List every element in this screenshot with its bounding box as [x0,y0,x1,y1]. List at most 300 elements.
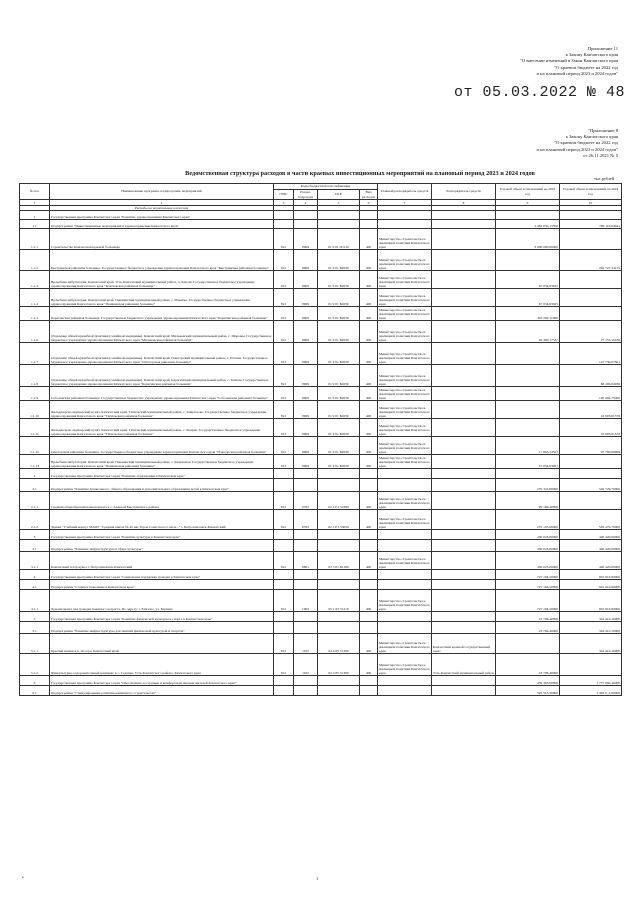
cell-v: 400 [360,271,378,289]
cell-c: 02 4 P5 51390 [318,634,360,654]
cell-r: 0909 [294,365,318,387]
cell-r: 0909 [294,307,318,321]
cell-a: 459 303,00000 [496,676,560,686]
cell-c [318,211,360,220]
header-line: "О краевом бюджете на 2022 год [554,140,618,146]
table-row [20,307,622,321]
cell-name: Врачебная амбулатория, Камчатский край, Усть-Камчатский муниципальный район, п. Ключи. Государственное бюджетное учреждение здравоохранения Камчатского края "Ключевская районная больница" [50,271,274,289]
cell-rs [432,622,496,634]
cell-c [318,530,360,540]
cell-r [294,211,318,220]
table-row [20,570,622,580]
cell-rs [432,437,496,455]
appendix-header [520,46,618,77]
cell-rs [432,590,496,612]
cell-r [294,622,318,634]
cell-r [294,220,318,229]
cell-g: 812 [274,552,294,570]
table-row [20,654,622,676]
cell-g: 812 [274,271,294,289]
cell-v [360,540,378,552]
cell-name: Государственная программа Камчатского края "Развитие здравоохранения Камчатского края" [50,211,274,220]
cell-g: 812 [274,492,294,510]
cell-r: 0909 [294,419,318,437]
cell-rs: Камчатский краевой государственный заказ [432,634,496,654]
cell-grs: Министерство строительства и жилищной политики Камчатского края [378,654,432,676]
cell-a: 3 900 000,00000 [496,229,560,250]
cell-grs [378,580,432,590]
cell-rs [432,387,496,401]
col-grbs: ГРБС [274,190,294,200]
column-number: 7 [378,200,432,206]
cell-r [294,570,318,580]
cell-r: 0801 [294,552,318,570]
cell-r: 0909 [294,343,318,365]
cell-n: 1.1.2 [20,250,50,271]
cell-r [294,676,318,686]
cell-c [318,622,360,634]
cell-b [560,211,622,220]
cell-name: Подпрограмма "Развитие инфраструктуры в сфере культуры" [50,540,274,552]
table-row [20,622,622,634]
expenditure-table [19,183,622,696]
cell-name: Олюторская районная больница. Государственное бюджетное учреждение здравоохранения Камчатского края "Олюторская районная больница" [50,437,274,455]
cell-n: 1.1 [20,220,50,229]
cell-rs [432,419,496,437]
cell-b: 691 910,80000 [560,590,622,612]
cell-n: 1.1.10 [20,401,50,419]
cell-name: Врачебная амбулатория. Камчатский край, Пенжинский муниципальный район, с. Каменское. Государственное бюджетное учреждение здравоохранения Камчатского края "Пенжинская районная больница" [50,455,274,469]
cell-c [318,540,360,552]
column-number: 3 [274,200,294,206]
header-line: от 26.11.2021 № 5 [583,152,618,158]
cell-n: 3.1 [20,540,50,552]
cell-g [274,211,294,220]
col-codes-group: Коды бюджетной классификации [274,184,378,190]
cell-n: 5.1 [20,622,50,634]
cell-g [274,622,294,634]
cell-a: 727 194,50000 [496,570,560,580]
cell-grs [378,220,432,229]
cell-c: 01 9 01 Б2630 [318,365,360,387]
cell-n: 4 [20,570,50,580]
cell-g: 812 [274,437,294,455]
cell-grs: Министерство строительства и жилищной политики Камчатского края [378,321,432,343]
cell-rs [432,343,496,365]
document-title: Ведомственная структура расходов в части краевых инвестиционных мероприятий на плановый период 2023 и 2024 годов [185,170,535,177]
cell-name: Подпрограмма "Стимулирование развития жилищного строительства" [50,686,274,696]
cell-a: 23 706,40000 [496,654,560,676]
cell-grs: Министерство строительства и жилищной политики Камчатского края [379,387,430,400]
cell-g: 812 [274,250,294,271]
column-number: 6 [360,200,378,206]
cell-name: Карагинская районная больница. Государственное бюджетное учреждение здравоохранения Камчатского края "Карагинская районная больница" [50,307,274,321]
cell-g: 812 [274,229,294,250]
cell-a: 23 706,40000 [496,612,560,622]
cell-b: 446 420,00000 [560,530,622,540]
cell-v [360,530,378,540]
cell-v: 400 [360,229,378,250]
column-number: 4 [294,200,318,206]
cell-n: 1.1.9 [20,387,50,401]
table-row [20,437,622,455]
cell-r [294,469,318,479]
table-row [20,250,622,271]
cell-a [496,343,560,365]
cell-rs [432,220,496,229]
cell-n: 6.1 [20,686,50,696]
cell-grs: Министерство строительства и жилищной политики Камчатского края [379,307,430,320]
cell-rs [432,530,496,540]
cell-grs [378,612,432,622]
cell-c: 01 9 01 Б2630 [318,321,360,343]
cell-b: 27 153,19436 [560,321,622,343]
cell-v [360,686,378,696]
cell-r: 0909 [294,387,318,401]
cell-name: Государственная программа Камчатского края "Обеспечение доступным и комфортным жильем жителей Камчатского края" [50,676,274,686]
cell-b: 789 110,94941 [560,220,622,229]
table-row [20,343,622,365]
cell-c: 01 9 01 П1110 [318,229,360,250]
cell-n: 4.1 [20,580,50,590]
cell-g: 812 [274,654,294,676]
cell-c: 01 9 01 Б2630 [318,289,360,307]
cell-r: 0909 [294,250,318,271]
cell-b: 446 420,00000 [560,552,622,570]
cell-v: 400 [360,343,378,365]
table-row [20,590,622,612]
cell-n: 1.1.4 [20,289,50,307]
cell-grs [378,570,432,580]
cell-a [496,419,560,437]
table-row [20,510,622,530]
cell-g [274,580,294,590]
column-number: 2 [50,200,274,206]
cell-name: Государственная программа Камчатского края "Социальная поддержка граждан в Камчатском крае" [50,570,274,580]
cell-r: 0909 [294,321,318,343]
cell-v: 400 [360,455,378,469]
column-number: 9 [496,200,560,206]
cell-n: 3.1.1 [20,552,50,570]
table-row [20,321,622,343]
cell-rs [432,686,496,696]
cell-r [294,479,318,492]
cell-v [360,479,378,492]
cell-v: 400 [360,634,378,654]
cell-rs [432,540,496,552]
cell-c: 01 9 01 Б2630 [318,343,360,365]
cell-r: 0909 [294,401,318,419]
cell-a: 270 341,60000 [496,479,560,492]
cell-b: 344 410,10000 [560,622,622,634]
cell-g: 812 [274,321,294,343]
cell-name: Фельдшерско-акушерский пункт. Камчатский край, Тигильский муниципальный район, с. Ковран. Государственное бюджетное учреждение здравоохранения Камчатского края "Тигильская районная больница" [50,419,274,437]
cell-v [360,211,378,220]
cell-v: 400 [360,250,378,271]
table-row [20,365,622,387]
cell-c: 01 9 01 Б2630 [318,387,360,401]
cell-a [496,211,560,220]
unit-label: тыс.рублей [594,176,614,181]
cell-rs [432,676,496,686]
cell-n: 4.1.1 [20,590,50,612]
cell-n: 1.1.8 [20,365,50,387]
cell-name: Здание "Учебный корпус МАОУ "Средняя школа № 42 им. Героя Советского Союза..." г. Петропавловск-Камчатский [50,510,274,530]
cell-rs [432,492,496,510]
table-row [20,492,622,510]
cell-n: 1.1.6 [20,321,50,343]
cell-rs [432,552,496,570]
cell-grs: Министерство строительства и жилищной политики Камчатского края [378,634,432,654]
column-number: 5 [318,200,360,206]
cell-n: 1 [20,211,50,220]
cell-c: 01 9 01 Б2630 [318,455,360,469]
page-number: 1 [316,876,319,881]
cell-a: 17 863,24323 [496,437,560,455]
cell-a: 99 166,40000 [496,492,560,510]
cell-c: 01 9 01 Б2630 [318,401,360,419]
cell-g: 812 [274,419,294,437]
cell-name: Подпрограмма "Развитие дошкольного, общего образования и дополнительного образования детей в Камчатском крае" [50,479,274,492]
cell-n: 6 [20,676,50,686]
cell-r: 1102 [294,654,318,676]
table-row [20,387,622,401]
cell-rs [432,469,496,479]
cell-r [294,530,318,540]
cell-a: 64 490,17537 [496,321,560,343]
cell-r [294,686,318,696]
cell-r [294,580,318,590]
cell-r: 0909 [294,271,318,289]
col-num: № п/п [20,184,50,200]
cell-r: 0909 [294,437,318,455]
cell-a: 67 034,63925 [496,271,560,289]
table-row [20,634,622,654]
cell-n: 1.1.11 [20,419,50,437]
cell-grs: Министерство строительства и жилищной политики Камчатского края [378,271,432,289]
cell-rs [432,271,496,289]
cell-a: 23 706,40000 [496,622,560,634]
cell-c: 01 9 01 Б2630 [318,419,360,437]
cell-name: Крытый манеж в п. Оссора, Камчатский край [50,634,274,654]
header-line: к Закону Камчатского края [565,134,618,140]
table-row [20,229,622,250]
table-row [20,580,622,590]
cell-b: 344 410,10000 [560,612,622,622]
cell-v: 400 [360,590,378,612]
cell-v [360,580,378,590]
cell-grs: Министерство строительства и жилищной политики Камчатского края [378,437,432,455]
cell-rs [432,580,496,590]
cell-b: 502 729,70000 [560,479,622,492]
cell-b: 344 410,10000 [560,634,622,654]
cell-grs: Министерство строительства и жилищной политики Камчатского края [378,552,432,570]
cell-r [294,540,318,552]
cell-rs [432,307,496,321]
cell-v: 400 [360,321,378,343]
cell-grs [378,540,432,552]
cell-grs: Министерство строительства и жилищной политики Камчатского края [378,289,432,307]
cell-b: 127 730,05501 [560,343,622,365]
cell-b [560,229,622,250]
cell-n: 3 [20,530,50,540]
cell-a: 727 194,50000 [496,580,560,590]
cell-name: Отделение общей врачебной практики (семейной медицины). Камчатский край, Мильковский муниципальный район, с. Шаромы. Государственное бюджетное учреждение здравоохранения Камчатского края "Мильковская районная больница" [50,321,274,343]
cell-rs [432,211,496,220]
cell-b: 16 903,81578 [560,401,622,419]
cell-rs [432,612,496,622]
cell-b [560,289,622,307]
cell-rs [432,250,496,271]
cell-v [360,612,378,622]
cell-g: 812 [274,590,294,612]
header-line: к Закону Камчатского края [565,52,618,58]
cell-n: 2 [20,469,50,479]
cell-c: 01 9 01 Б2630 [318,437,360,455]
header-line: "О краевом бюджете на 2022 год [554,64,618,70]
cell-g: 812 [274,307,294,321]
cell-c [318,469,360,479]
table-row [20,530,622,540]
cell-b: 1 465 0_2,00000 [560,686,622,696]
cell-grs: Министерство строительства и жилищной политики Камчатского края [378,401,432,419]
cell-a [496,387,560,401]
column-number: 8 [432,200,496,206]
cell-n: 1.1.5 [20,307,50,321]
table-row [20,540,622,552]
cell-n: 1.1.1 [20,229,50,250]
cell-grs: Министерство строительства и жилищной политики Камчатского края [378,492,432,510]
cell-rs [432,401,496,419]
cell-r: 0909 [294,229,318,250]
cell-a [496,634,560,654]
cell-v: 400 [360,387,378,401]
cell-name: Отделение общей врачебной практики (семейной медицины). Камчатский край, Карагинский муниципальный район, с. Тымлат. Государственное бюджетное учреждение здравоохранения Камчатского края "Карагинская районная больница" [50,365,274,387]
cell-g: 812 [274,365,294,387]
cell-grs [378,622,432,634]
header-line: и на плановый период 2023 и 2024 годов" [536,70,618,76]
col-name: Наименование программ, подпрограмм, мероприятий [50,184,274,200]
cell-a [496,250,560,271]
cell-b: 691 910,80000 [560,570,622,580]
col-2023: Годовой объем ассигнований на 2023 год [496,184,560,200]
cell-g: 812 [274,343,294,365]
cell-grs: Министерство строительства и жилищной политики Камчатского края [378,229,432,250]
cell-b: 446 420,00000 [560,540,622,552]
cell-c [318,220,360,229]
cell-name: Камчатский театр кукол г. Петропавловск-Камчатский [50,552,274,570]
header-line: "Приложение 8 [588,128,618,133]
cell-rs [432,479,496,492]
cell-name: Подпрограмма "Развитие инфраструктуры для занятий физической культурой и спортом" [50,622,274,634]
cell-v [360,676,378,686]
cell-n: 1.1.7 [20,343,50,365]
cell-r: 0909 [294,455,318,469]
cell-name: Государственная программа Камчатского края "Развитие физической культуры и спорта в Камчатском крае" [50,612,274,622]
cell-v [360,622,378,634]
cell-v: 400 [360,289,378,307]
cell-n: 5.1.2 [20,654,50,676]
cell-b: 68 200,04936 [560,365,622,387]
cell-name: Средняя общеобразовательная школа в с. Анавгай Быстринского района [50,492,274,510]
margin-mark: • [22,876,24,881]
cell-g: 812 [274,387,294,401]
cell-grs: Министерство строительства и жилищной политики Камчатского края [378,419,432,437]
cell-grs: Министерство строительства и жилищной политики Камчатского края [379,455,430,468]
cell-g [274,686,294,696]
cell-g [274,540,294,552]
cell-a [496,401,560,419]
cell-v: 400 [360,437,378,455]
cell-name: Государственная программа Камчатского края "Развитие культуры в Камчатском крае" [50,530,274,540]
cell-c [318,479,360,492]
cell-n: 1.1.13 [20,455,50,469]
cell-b: 691 910,80000 [560,580,622,590]
cell-c: 03 5 01 Б1180 [318,552,360,570]
cell-name: Подпрограмма "Старшее поколение в Камчатском крае" [50,580,274,590]
cell-g [274,220,294,229]
column-number: 10 [560,200,622,206]
cell-n: 2.1.2 [20,510,50,530]
cell-g: 812 [274,455,294,469]
cell-name: Врачебная амбулатория. Камчатский край, Пенжинский муниципальный район, с. Манилы. Государственное бюджетное учреждение здравоохранения Камчатского края "Пенжинская районная больница" [50,289,274,307]
date-stamp: от 05.03.2022 № 48 [454,84,626,101]
cell-c: 02 1 E1 52390 [318,492,360,510]
cell-c [318,686,360,696]
cell-v: 400 [360,552,378,570]
cell-b [560,654,622,676]
cell-g [274,530,294,540]
cell-name: Дом-интернат для граждан пожилого возраста, По адресу: г. Елизово, ул. Беринга [50,590,274,612]
cell-c: 01 9 01 Б2630 [318,250,360,271]
cell-n: 1.1.12 [20,437,50,455]
cell-b: 502 479,70000 [560,510,622,530]
cell-name: Государственная программа Камчатского края "Развитие образования в Камчатском крае" [50,469,274,479]
previous-appendix-header [537,128,618,159]
table-row [20,401,622,419]
cell-b: 97 760,69969 [560,437,622,455]
cell-b [560,492,622,510]
table-row [20,479,622,492]
cell-c: 02 1 E1 53050 [318,510,360,530]
table-row [20,469,622,479]
cell-grs: Министерство строительства и жилищной политики Камчатского края [378,250,432,271]
cell-b: 204 727,34155 [560,250,622,271]
cell-name: Фельдшерско-акушерский пункт. Камчатский край, Тигильский муниципальный район, с. Хайрюзово. Государственное бюджетное учреждение здравоохранения Камчатского края "Тигильская районная больница" [50,401,274,419]
cell-v: 400 [360,654,378,676]
cell-c: 01 9 01 Б2630 [318,271,360,289]
cell-r [294,612,318,622]
table-row [20,271,622,289]
cell-rs [432,510,496,530]
cell-a: 270 195,60000 [496,510,560,530]
section-label: Расходы на капитальные вложения [50,206,274,211]
cell-rs [432,229,496,250]
cell-r: 0702 [294,492,318,510]
cell-v: 400 [360,365,378,387]
cell-a: 430 023,00000 [496,540,560,552]
cell-c [318,676,360,686]
cell-name: Отделение общей врачебной практики (семейной медицины). Камчатский край, Олюторский муниципальный район, с. Пахачи. Государственное бюджетное учреждение здравоохранения Камчатского края "Олюторская районная больница" [50,343,274,365]
cell-g: 812 [274,401,294,419]
cell-g [274,479,294,492]
cell-grs: Министерство строительства и жилищной политики Камчатского края [378,343,432,365]
col-rs: Распорядитель средств [432,184,496,200]
cell-b [560,307,622,321]
cell-g [274,570,294,580]
cell-v: 400 [360,492,378,510]
cell-b [560,271,622,289]
